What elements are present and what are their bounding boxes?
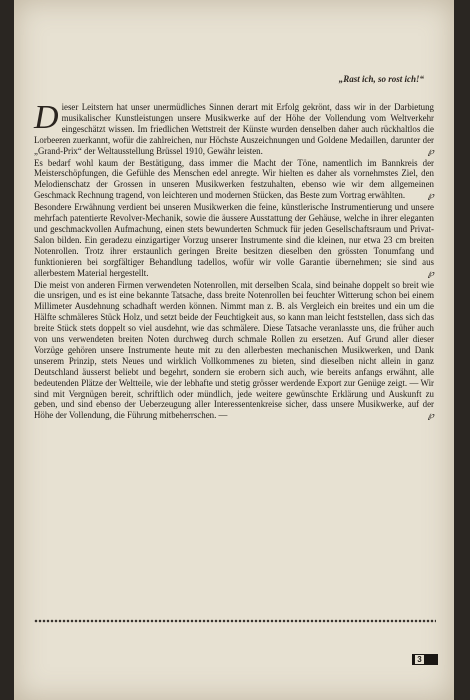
motto: „Rast ich, so rost ich!“ — [338, 74, 424, 84]
paragraph-4 — [34, 280, 434, 422]
dotted-divider — [34, 619, 436, 623]
paragraph-2-text: Es bedarf wohl kaum der Bestätigung, dass immer die Macht der Töne, namentlich im Bannkreis der Meisterschöpfungen, die Gefühle des Menschen edel anregte. Wir hielten es daher als vornehmstes Ziel, den Melodienschatz der Grossen in unseren Musikwerken festzuhalten, ebenso wie wir dem allgemeinen Geschmack Rechnung tragend, von leichteren und modernen Stücken, das Beste zum Vortrag erwählten. — [34, 157, 434, 201]
paragraph-3-text: Besondere Erwähnung verdient bei unseren Musikwerken die feine, künstlerische Instrumentierung und unsere mehrfach patentierte Revolver-Mechanik, sowie die äussere Ausstattung der Gehäuse, welche in ihrer eleganten und geschmackvollen Aufmachung, einen stets bewunderten Schmuck für jeden Gesellschaftsraum und Privat-Salon bilden. Ein geradezu einzigartiger Vorzug unserer Instrumente sind die kleinen, nur etwa 23 cm breiten Notenrollen. Trotz ihrer erstaunlich geringen Breite besitzen dieselben den grössten Tonumfang und funktionieren bei sorgfältiger Behandlung tadellos, wofür wir volle Garantie übernehmen; sie sind aus allerbestem Material hergestellt. — [34, 202, 434, 278]
catalog-page — [14, 0, 454, 700]
page-number-box — [412, 654, 438, 665]
paragraph-3 — [34, 202, 434, 278]
drop-cap: D — [34, 99, 59, 136]
page-number: 3 — [415, 655, 424, 664]
paragraph-4-text: Die meist von anderen Firmen verwendeten Notenrollen, mit derselben Scala, sind beinahe doppelt so breit wie die unsrigen, und es ist eine bekannte Tatsache, dass breite Notenrollen bei feuchter Witterung schon bei einem Millimeter Ausdehnung schadhaft werden können. Nimmt man z. B. als Vergleich ein breites und ein um die Hälfte schmäleres Stück Holz, und setzt beide der Feuchtigkeit aus, so kann man leicht feststellen, dass sich das breite Stück stets doppelt so viel ausdehnt, wie das schmälere. Diese Tatsache veranlasste uns, die früher auch von uns verwendeten breiten Noten durchweg durch schmale Rollen zu ersetzen. Auf Grund aller dieser Vorzüge gehören unsere Instrumente heute mit zu den allerbesten mechanischen Musikwerken, und Dank unserem Prinzip, stets Neues und wirklich Vollkommenes zu bieten, sind dieselben nicht allein in ganz Deutschland äusserst beliebt und begehrt, sondern sie erobern sich auch, wie bereits anfangs erwähnt, alle bedeutenden Plätze der Weltteile, wie der lebhafte und stetig grösser werdende Export zur Genüge zeigt. — Wir sind mit Vergnügen bereit, schriftlich oder mündlich, jede weitere gewünschte Erklärung und Auskunft zu geben, und sind ebenso der Ueberzeugung aller Interessentenkreise sicher, dass unsere Musikwerke, auf der Höhe der Vollendung, die Führung mitbeherrschen. — — [34, 279, 434, 421]
paragraph-1-text: ieser Leitstern hat unser unermüdliches Sinnen derart mit Erfolg gekrönt, dass wir in der Darbietung musikalischer Kunstleistungen unsere Musikwerke auf der Höhe der Vollendung vom Weltverkehr eingeschätzt wissen. Im friedlichen Wettstreit der Künste wurden denselben daher auch rückhaltlos die Lorbeeren zuerkannt, wofür die zahlreichen, nur Höchste Auszeichnungen und Goldene Medaillen, darunter der „Grand-Prix“ der Weltausstellung Brüssel 1910, Gewähr leisten. — [34, 102, 434, 156]
paragraph-1 — [34, 99, 434, 157]
body-text — [34, 99, 434, 421]
paragraph-2 — [34, 158, 434, 202]
ornament-icon: ℘ — [427, 145, 434, 156]
ornament-icon: ℘ — [427, 190, 434, 201]
ornament-icon: ℘ — [427, 410, 434, 421]
ornament-icon: ℘ — [427, 267, 434, 278]
